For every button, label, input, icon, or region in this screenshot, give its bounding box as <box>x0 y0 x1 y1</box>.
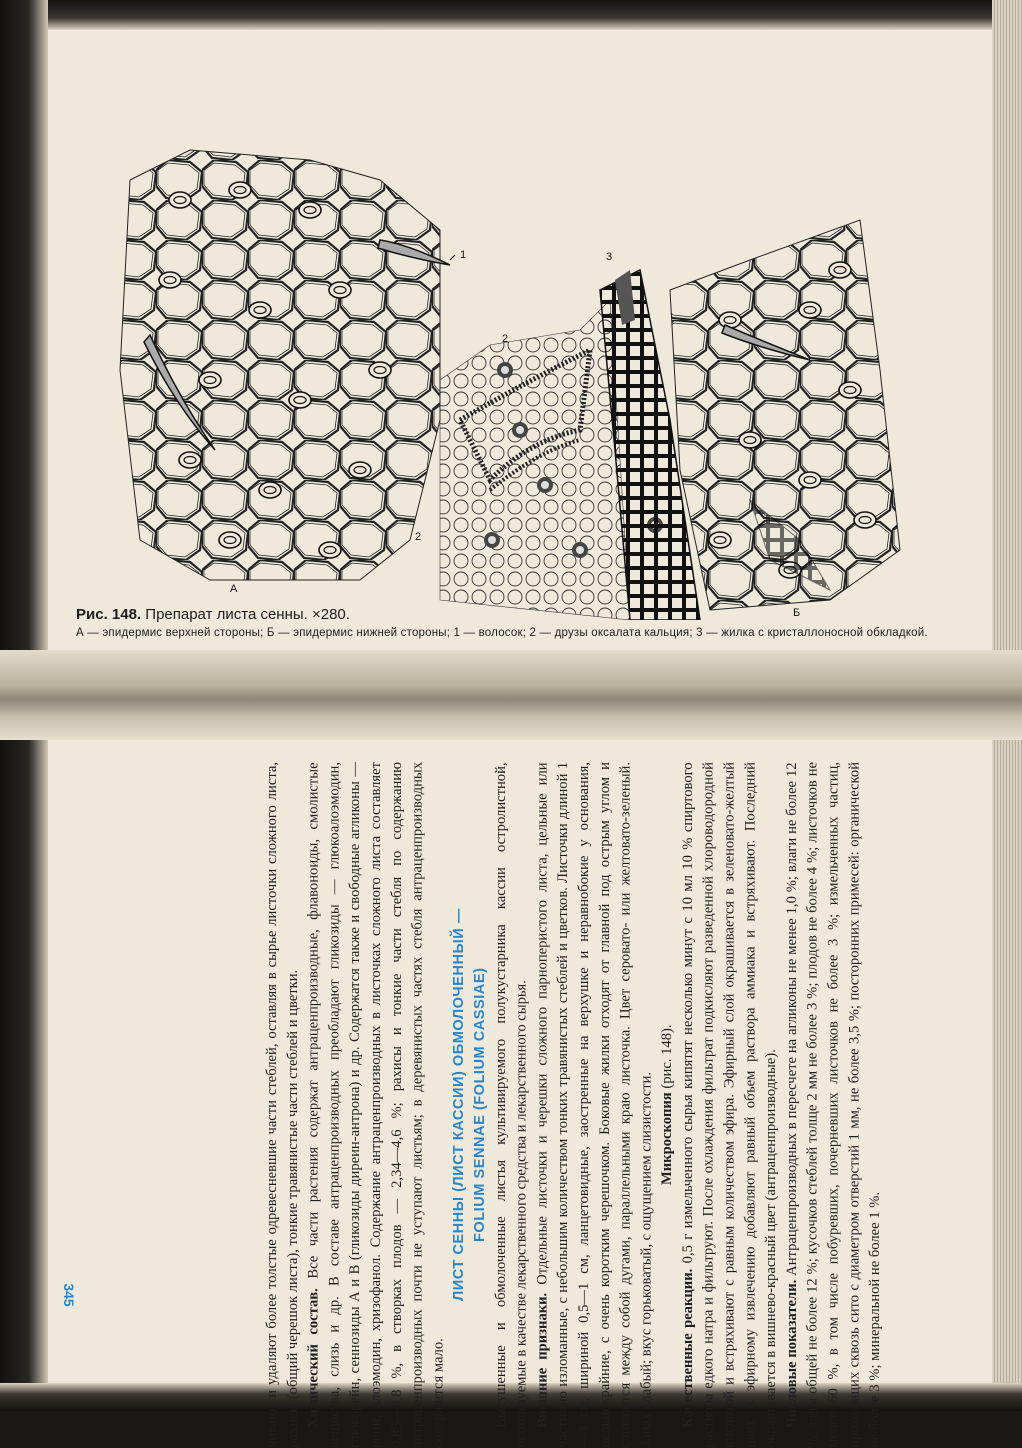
label-b: Б <box>793 607 801 619</box>
chemical-heading: Химический состав. <box>305 1287 322 1428</box>
label-3: 3 <box>606 251 613 263</box>
reactions-text: 0,5 г измельченного сырья кипятят несколько минут с 10 мл 10 % спиртового раствора едкого натра и фильтруют. После охлаждения фильтрат подкисляют разведенной хлороводородной кислотой и встряхивают с равным количеством эфира. Эфирный слой окрашивается в зеленовато-желтый цвет. К эфирному извлечению добавляют равный объем раствора аммиака и встряхивают. Последний окрашивается в вишнево-красный цвет (антраценпроизводные). <box>679 762 780 1448</box>
paragraph-chemical <box>304 762 450 1448</box>
paragraph-description: Высушенные и обмолоченные листья культивируемого полукустарника кассии остролистной, используемые в качестве лекарственного средства и лекарственного сырья. <box>492 762 530 1448</box>
external-heading: Внешние признаки. <box>534 1292 551 1428</box>
figure-legend: А — эпидермис верхней стороны; Б — эпидермис нижней стороны; 1 — волосок; 2 — друзы оксалата кальция; 3 — жилка с кристаллоносной обкладкой. <box>76 627 928 639</box>
paragraph-1: чивают и удаляют более толстые одревесневшие части стеблей, оставляя в сырье листочки сложного листа, рахисы (общий черешок листа), тонкие травянистые части стеблей и цветки. <box>264 762 301 1448</box>
scan-edge-top <box>0 0 1022 30</box>
section-heading <box>449 770 491 1440</box>
label-1: 1 <box>460 249 467 261</box>
microscopy-line <box>657 768 678 1442</box>
caption-title <box>76 606 956 623</box>
heading-line-2: FOLIUM SENNAE (FOLIUM CASSIAE) <box>471 967 488 1243</box>
chemical-text: Все части растения содержат антраценпроизводные, флавоноиды, смолистые вещества, слизь и др. В составе антраценпроизводных преобладают гликозиды — глюкоалоэмодин, глюкорейн, сеннозиды А и В (гликозиды диреин-антрона) и др. Содержатся также и свободные агликоны — реин, алоэмодин, хризофанол. Содержание антраценпроизводных в листочках сложного листа составляет 0,85—3,8 %, в створках плодов — 2,34—4,6 %; рахисы и тонкие части стебля по содержанию антраценпроизводных почти не уступают листьям; в деревянистых частях стебля антраценпроизводных содержится мало. <box>305 761 447 1448</box>
paragraph-numeric <box>782 762 886 1448</box>
page-number: 345 <box>61 1283 77 1307</box>
numeric-heading: Числовые показатели. <box>783 1279 800 1428</box>
label-a: А <box>230 583 238 595</box>
external-text: Отдельные листочки и черешки сложного парноперистого листа, цельные или частично изломанные, с небольшим количеством тонких травянистых стеблей и цветков. Листочки длиной 1—3 см, шириной 0,5—1 см, ланцетовидные, заостренные на верхушке и неравнобокие у основания, цельнокрайние, с очень коротким черешочком. Боковые жилки отходят от главной под острым углом и сливаются между собой дугами, параллельными краю листочка. Цвет серовато- или желтовато-зеленый. Запах слабый; вкус горьковатый, с ощущением слизистости. <box>534 761 655 1448</box>
label-2b: 2 <box>415 531 422 543</box>
figure-caption <box>76 606 956 640</box>
numeric-text: Антраценпроизводных в пересчете на агликоны не менее 1,0 %; влаги не более 12 %; золы общей не более 12 %; кусочков стеблей толще 2 мм не более 3 %; плодов не более 4 %; листочков не менее 60 %, в том числе побуревших, почерневших листочков не более 3 %; измельченных частиц, проходящих сквозь сито с диаметром отверстий 1 мм, не более 3,5 %; посторонних примесей: органической не более 3 %; минеральной не более 1 %. <box>783 762 884 1448</box>
figure-title: Препарат листа сенны. ×280. <box>145 606 350 623</box>
heading-line-1: ЛИСТ СЕННЫ (ЛИСТ КАССИИ) ОБМОЛОЧЕННЫЙ — <box>451 908 468 1302</box>
body-text-rotated <box>262 762 902 1448</box>
paragraph-reactions <box>678 762 782 1448</box>
leaf-preparation-illustration <box>110 120 950 620</box>
body-text <box>262 762 902 1448</box>
book-gutter <box>0 650 1022 740</box>
label-2: 2 <box>502 333 509 345</box>
paragraph-external <box>532 762 657 1448</box>
microscopy-ref: (рис. 148). <box>659 1024 676 1093</box>
reactions-heading: Качественные реакции. <box>679 1268 696 1428</box>
figure-number: Рис. 148. <box>76 606 142 623</box>
microscopy-heading: Микроскопия <box>659 1092 676 1186</box>
